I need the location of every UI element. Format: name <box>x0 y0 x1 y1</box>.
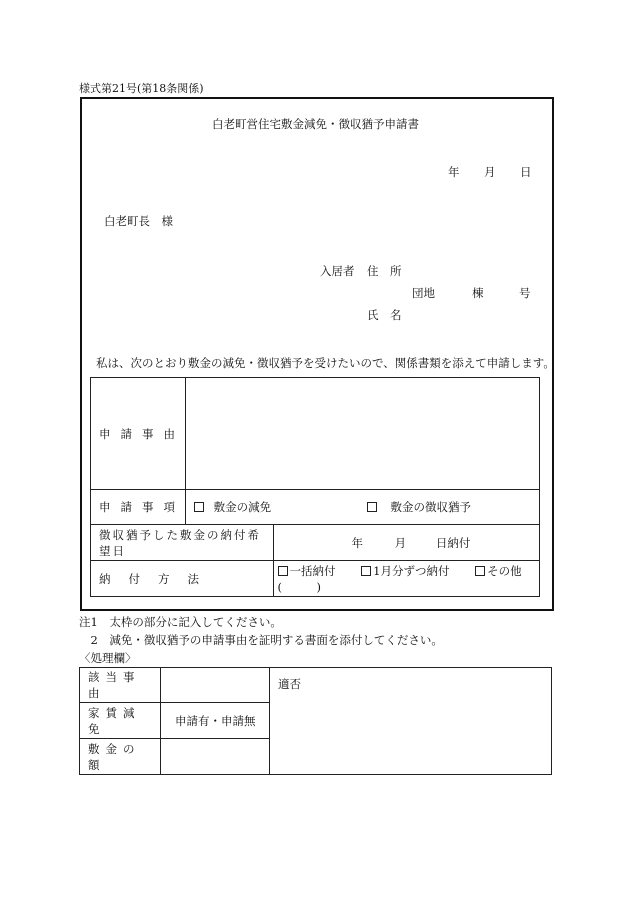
date-day: 日 <box>520 165 532 179</box>
reason-field[interactable] <box>186 378 540 490</box>
processing-table <box>79 667 552 775</box>
note-2: 2 減免・徴収猶予の申請事由を証明する書面を添付してください。 <box>79 633 443 647</box>
form-number: 様式第21号(第18条関係) <box>79 82 204 95</box>
note-1: 注1 太枠の部分に記入してください。 <box>79 615 282 629</box>
reduction-checkbox[interactable] <box>194 502 204 512</box>
deferral-date-label: 徴収猶予した敷金の納付希望日 <box>91 525 274 561</box>
date-year: 年 <box>448 165 460 179</box>
statement: 私は、次のとおり敷金の減免・徴収猶予を受けたいので、関係書類を添えて申請します。 <box>96 356 555 370</box>
deferral-checkbox[interactable] <box>367 502 377 512</box>
result-label: 適否 <box>278 677 301 691</box>
row3-label: 敷金の額 <box>80 739 161 775</box>
reduction-option: 敷金の減免 <box>213 500 272 514</box>
applicant-danchi: 団地 <box>412 286 435 300</box>
other-checkbox[interactable] <box>475 566 485 576</box>
monthly-checkbox[interactable] <box>361 566 371 576</box>
form-title: 白老町営住宅敷金減免・徴収猶予申請書 <box>212 117 419 131</box>
result-cell <box>270 668 552 775</box>
addressee: 白老町長 様 <box>104 214 173 228</box>
deferral-date-field[interactable] <box>273 525 539 561</box>
row1-value[interactable] <box>161 668 270 703</box>
method-options <box>273 561 539 597</box>
item-options <box>186 490 540 525</box>
deferral-year: 年 <box>351 535 364 550</box>
deferral-day: 日納付 <box>435 535 471 550</box>
date-month: 月 <box>484 165 496 179</box>
applicant-name-label: 氏 名 <box>367 308 402 322</box>
row3-value[interactable] <box>161 739 270 775</box>
application-table <box>90 377 540 597</box>
method-lump: 一括納付 <box>289 563 336 578</box>
applicant-building: 棟 <box>472 286 484 300</box>
method-monthly: 1月分ずつ納付 <box>373 563 450 578</box>
applicant-label: 入居者 <box>320 264 355 278</box>
deferral-option: 敷金の徴収猶予 <box>390 500 471 514</box>
lump-checkbox[interactable] <box>278 566 288 576</box>
row1-label: 該当事由 <box>80 668 161 703</box>
method-other: その他( ) <box>277 563 522 594</box>
reason-label: 申請事由 <box>91 378 186 490</box>
applicant-address-label: 住 所 <box>367 264 402 278</box>
applicant-number: 号 <box>519 286 531 300</box>
deferral-month: 月 <box>394 535 407 550</box>
method-label: 納付方法 <box>91 561 274 597</box>
item-label: 申請事項 <box>91 490 186 525</box>
row2-value: 申請有・申請無 <box>161 703 270 739</box>
processing-heading: 〈処理欄〉 <box>79 651 137 665</box>
row2-label: 家賃減免 <box>80 703 161 739</box>
